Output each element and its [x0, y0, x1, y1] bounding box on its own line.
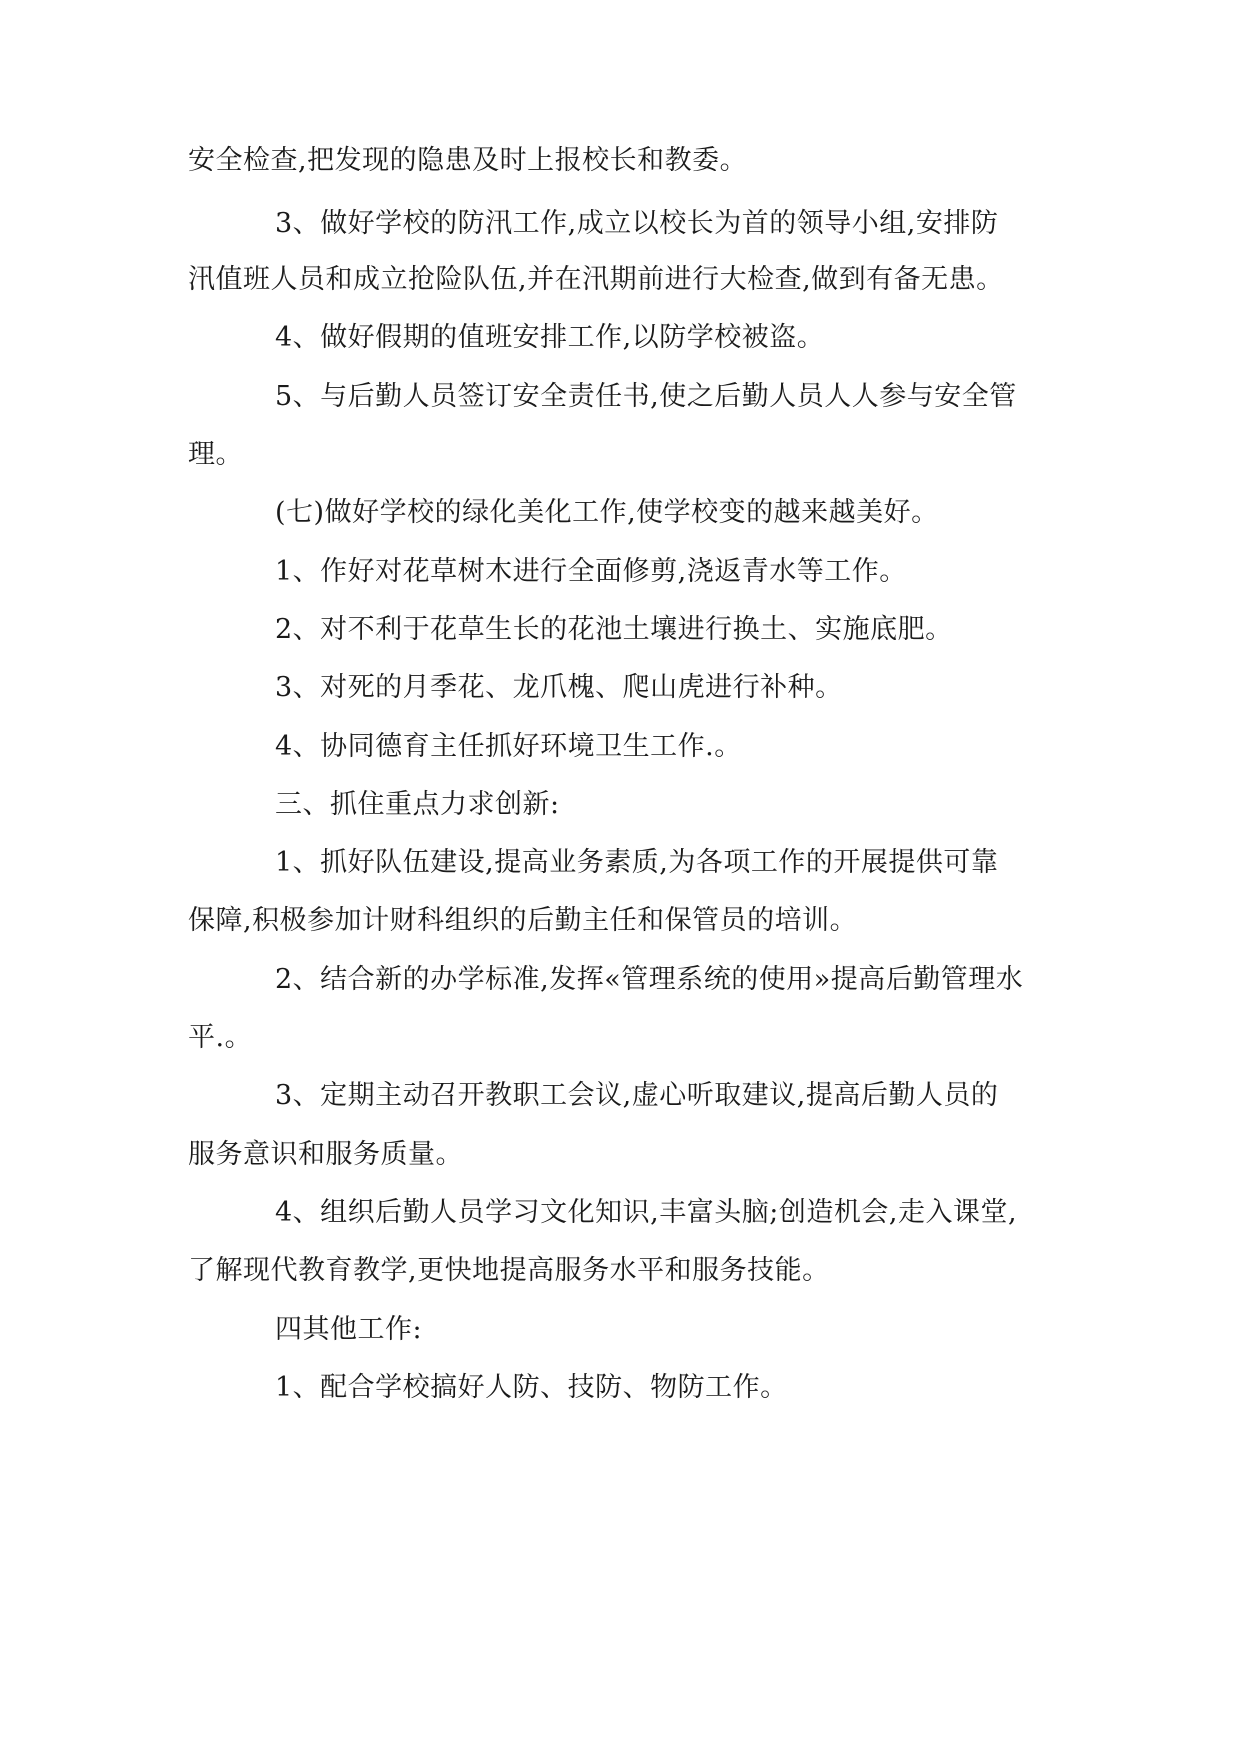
text-line: 2、结合新的办学标准,发挥«管理系统的使用»提高后勤管理水 [275, 964, 1024, 995]
text-line: 平.。 [188, 1022, 253, 1053]
text-line: 汛值班人员和成立抢险队伍,并在汛期前进行大检查,做到有备无患。 [188, 264, 1004, 295]
text-line: 3、对死的月季花、龙爪槐、爬山虎进行补种。 [275, 672, 843, 703]
text-line: (七)做好学校的绿化美化工作,使学校变的越来越美好。 [275, 497, 939, 528]
text-line: 1、配合学校搞好人防、技防、物防工作。 [275, 1372, 788, 1403]
text-line: 4、做好假期的值班安排工作,以防学校被盗。 [275, 322, 825, 353]
text-line: 安全检查,把发现的隐患及时上报校长和教委。 [188, 145, 748, 176]
text-line: 保障,积极参加计财科组织的后勤主任和保管员的培训。 [188, 905, 858, 936]
text-line: 3、定期主动召开教职工会议,虚心听取建议,提高后勤人员的 [275, 1080, 999, 1111]
text-line: 1、作好对花草树木进行全面修剪,浇返青水等工作。 [275, 556, 907, 587]
text-line: 4、协同德育主任抓好环境卫生工作.。 [275, 731, 742, 762]
text-line: 2、对不利于花草生长的花池土壤进行换土、实施底肥。 [275, 614, 953, 645]
text-line: 3、做好学校的防汛工作,成立以校长为首的领导小组,安排防 [275, 208, 999, 239]
text-line: 服务意识和服务质量。 [188, 1139, 463, 1170]
text-line: 1、抓好队伍建设,提高业务素质,为各项工作的开展提供可靠 [275, 847, 999, 878]
text-line: 了解现代教育教学,更快地提高服务水平和服务技能。 [188, 1255, 830, 1286]
text-line: 理。 [188, 439, 243, 470]
text-line: 5、与后勤人员签订安全责任书,使之后勤人员人人参与安全管 [275, 381, 1017, 412]
text-line: 4、组织后勤人员学习文化知识,丰富头脑;创造机会,走入课堂, [275, 1197, 1018, 1228]
text-line: 三、抓住重点力求创新: [275, 789, 560, 820]
text-line: 四其他工作: [275, 1314, 423, 1345]
